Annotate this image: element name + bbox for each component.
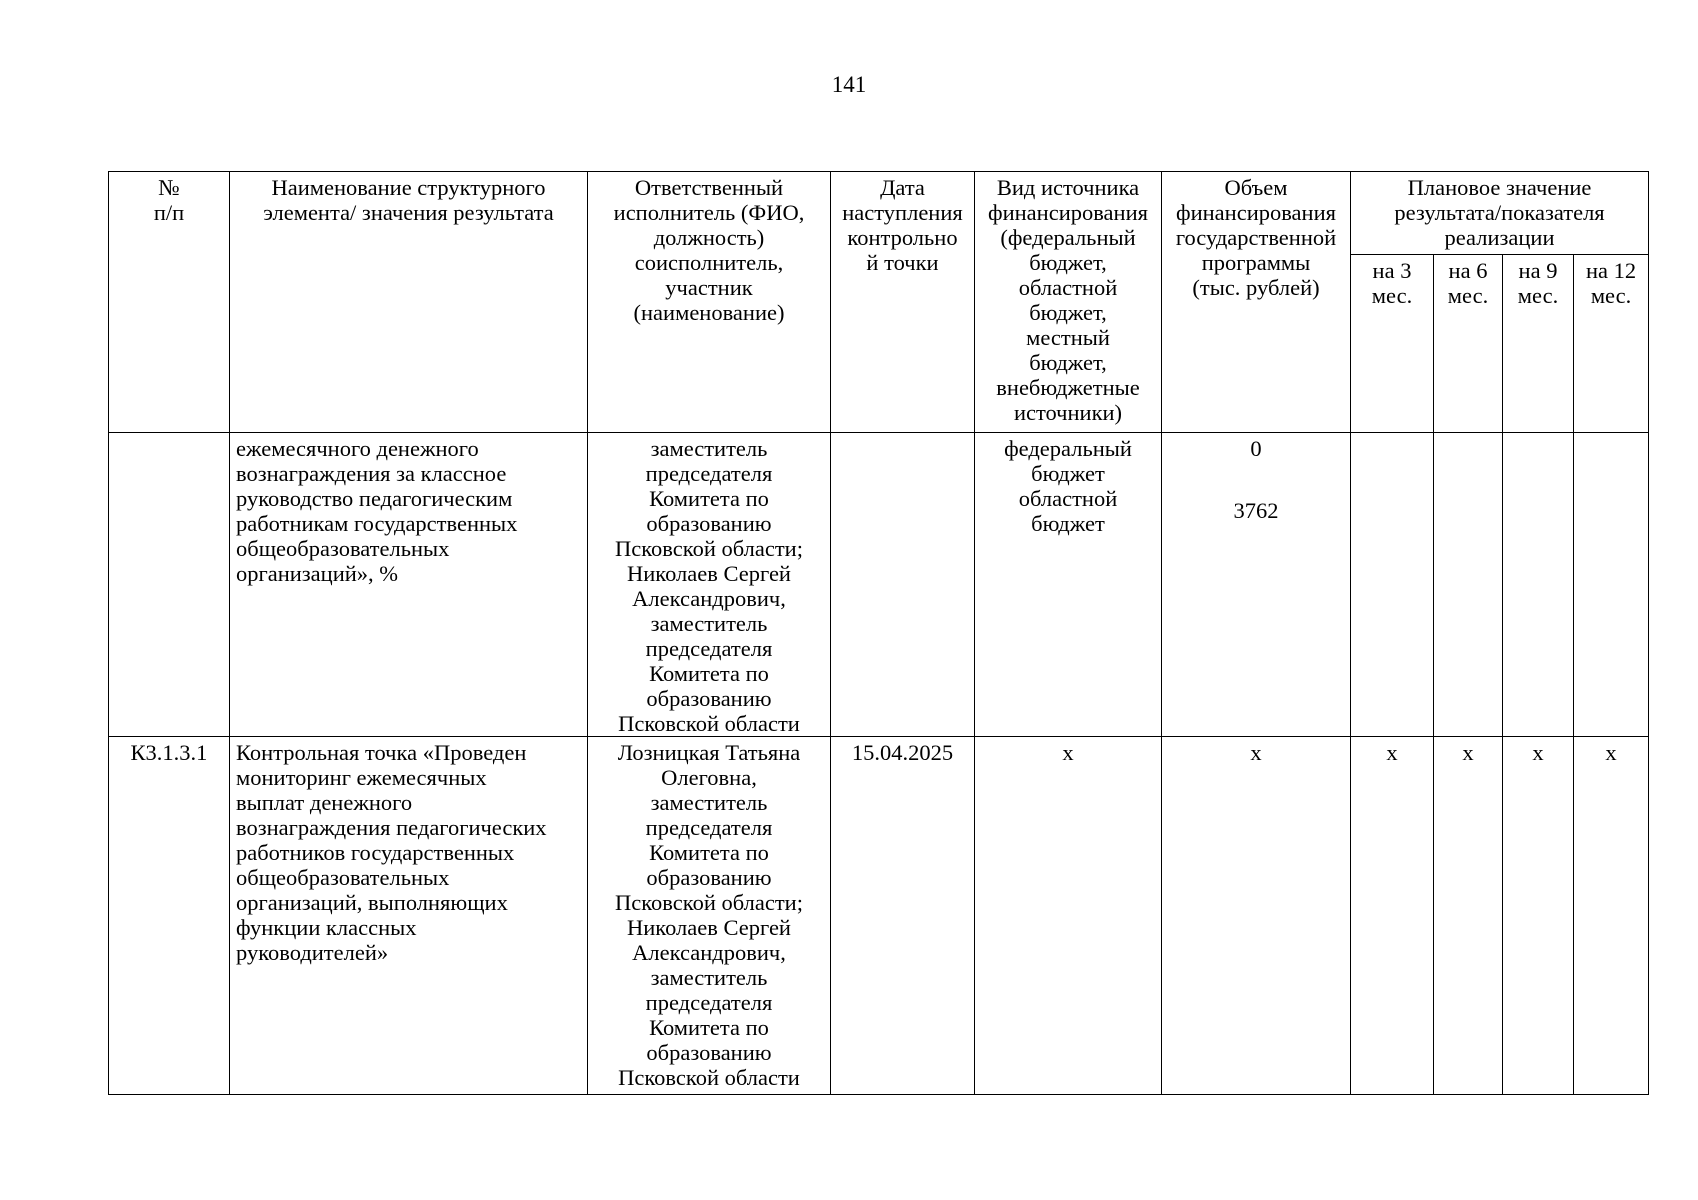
cell-m12 — [1574, 433, 1649, 737]
cell-m6: х — [1434, 737, 1503, 1095]
cell-num — [109, 433, 230, 737]
cell-m12: х — [1574, 737, 1649, 1095]
header-row — [109, 172, 1649, 255]
header-planned: Плановое значение результата/показателя реализации — [1351, 172, 1649, 255]
header-m9: на 9 мес. — [1503, 255, 1574, 433]
cell-responsible: Лозницкая Татьяна Олеговна, заместитель председателя Комитета по образованию Псковской области; Николаев Сергей Александрович, заместитель председателя Комитета по образованию Псковской области — [588, 737, 831, 1095]
table-row — [109, 433, 1649, 737]
cell-name: ежемесячного денежного вознаграждения за классное руководство педагогическим работникам государственных общеобразовательных организаций», % — [230, 433, 588, 737]
header-m12: на 12 мес. — [1574, 255, 1649, 433]
cell-num: К3.1.3.1 — [109, 737, 230, 1095]
cell-volume: х — [1162, 737, 1351, 1095]
table-row — [109, 737, 1649, 1095]
header-date: Дата наступления контрольно й точки — [831, 172, 975, 433]
cell-date — [831, 433, 975, 737]
header-m3: на 3 мес. — [1351, 255, 1434, 433]
header-responsible: Ответственный исполнитель (ФИО, должность) соисполнитель, участник (наименование) — [588, 172, 831, 433]
cell-m3 — [1351, 433, 1434, 737]
cell-m6 — [1434, 433, 1503, 737]
volume-regional: 3762 — [1233, 498, 1279, 523]
cell-name: Контрольная точка «Проведен мониторинг ежемесячных выплат денежного вознаграждения педагогических работников государственных общеобразовательных организаций, выполняющих функции классных руководителей» — [230, 737, 588, 1095]
cell-volume — [1162, 433, 1351, 737]
cell-date: 15.04.2025 — [831, 737, 975, 1095]
volume-federal: 0 — [1250, 436, 1262, 461]
header-volume: Объем финансирования государственной программы (тыс. рублей) — [1162, 172, 1351, 433]
cell-source: х — [975, 737, 1162, 1095]
cell-source: федеральный бюджет областной бюджет — [975, 433, 1162, 737]
cell-m9 — [1503, 433, 1574, 737]
header-source: Вид источника финансирования (федеральный бюджет, областной бюджет, местный бюджет, внебюджетные источники) — [975, 172, 1162, 433]
plan-table — [108, 171, 1649, 1095]
cell-m3: х — [1351, 737, 1434, 1095]
header-m6: на 6 мес. — [1434, 255, 1503, 433]
page-number: 141 — [831, 72, 867, 97]
header-num: № п/п — [109, 172, 230, 433]
header-name: Наименование структурного элемента/ значения результата — [230, 172, 588, 433]
cell-responsible: заместитель председателя Комитета по образованию Псковской области; Николаев Сергей Александрович, заместитель председателя Комитета по образованию Псковской области — [588, 433, 831, 737]
cell-m9: х — [1503, 737, 1574, 1095]
